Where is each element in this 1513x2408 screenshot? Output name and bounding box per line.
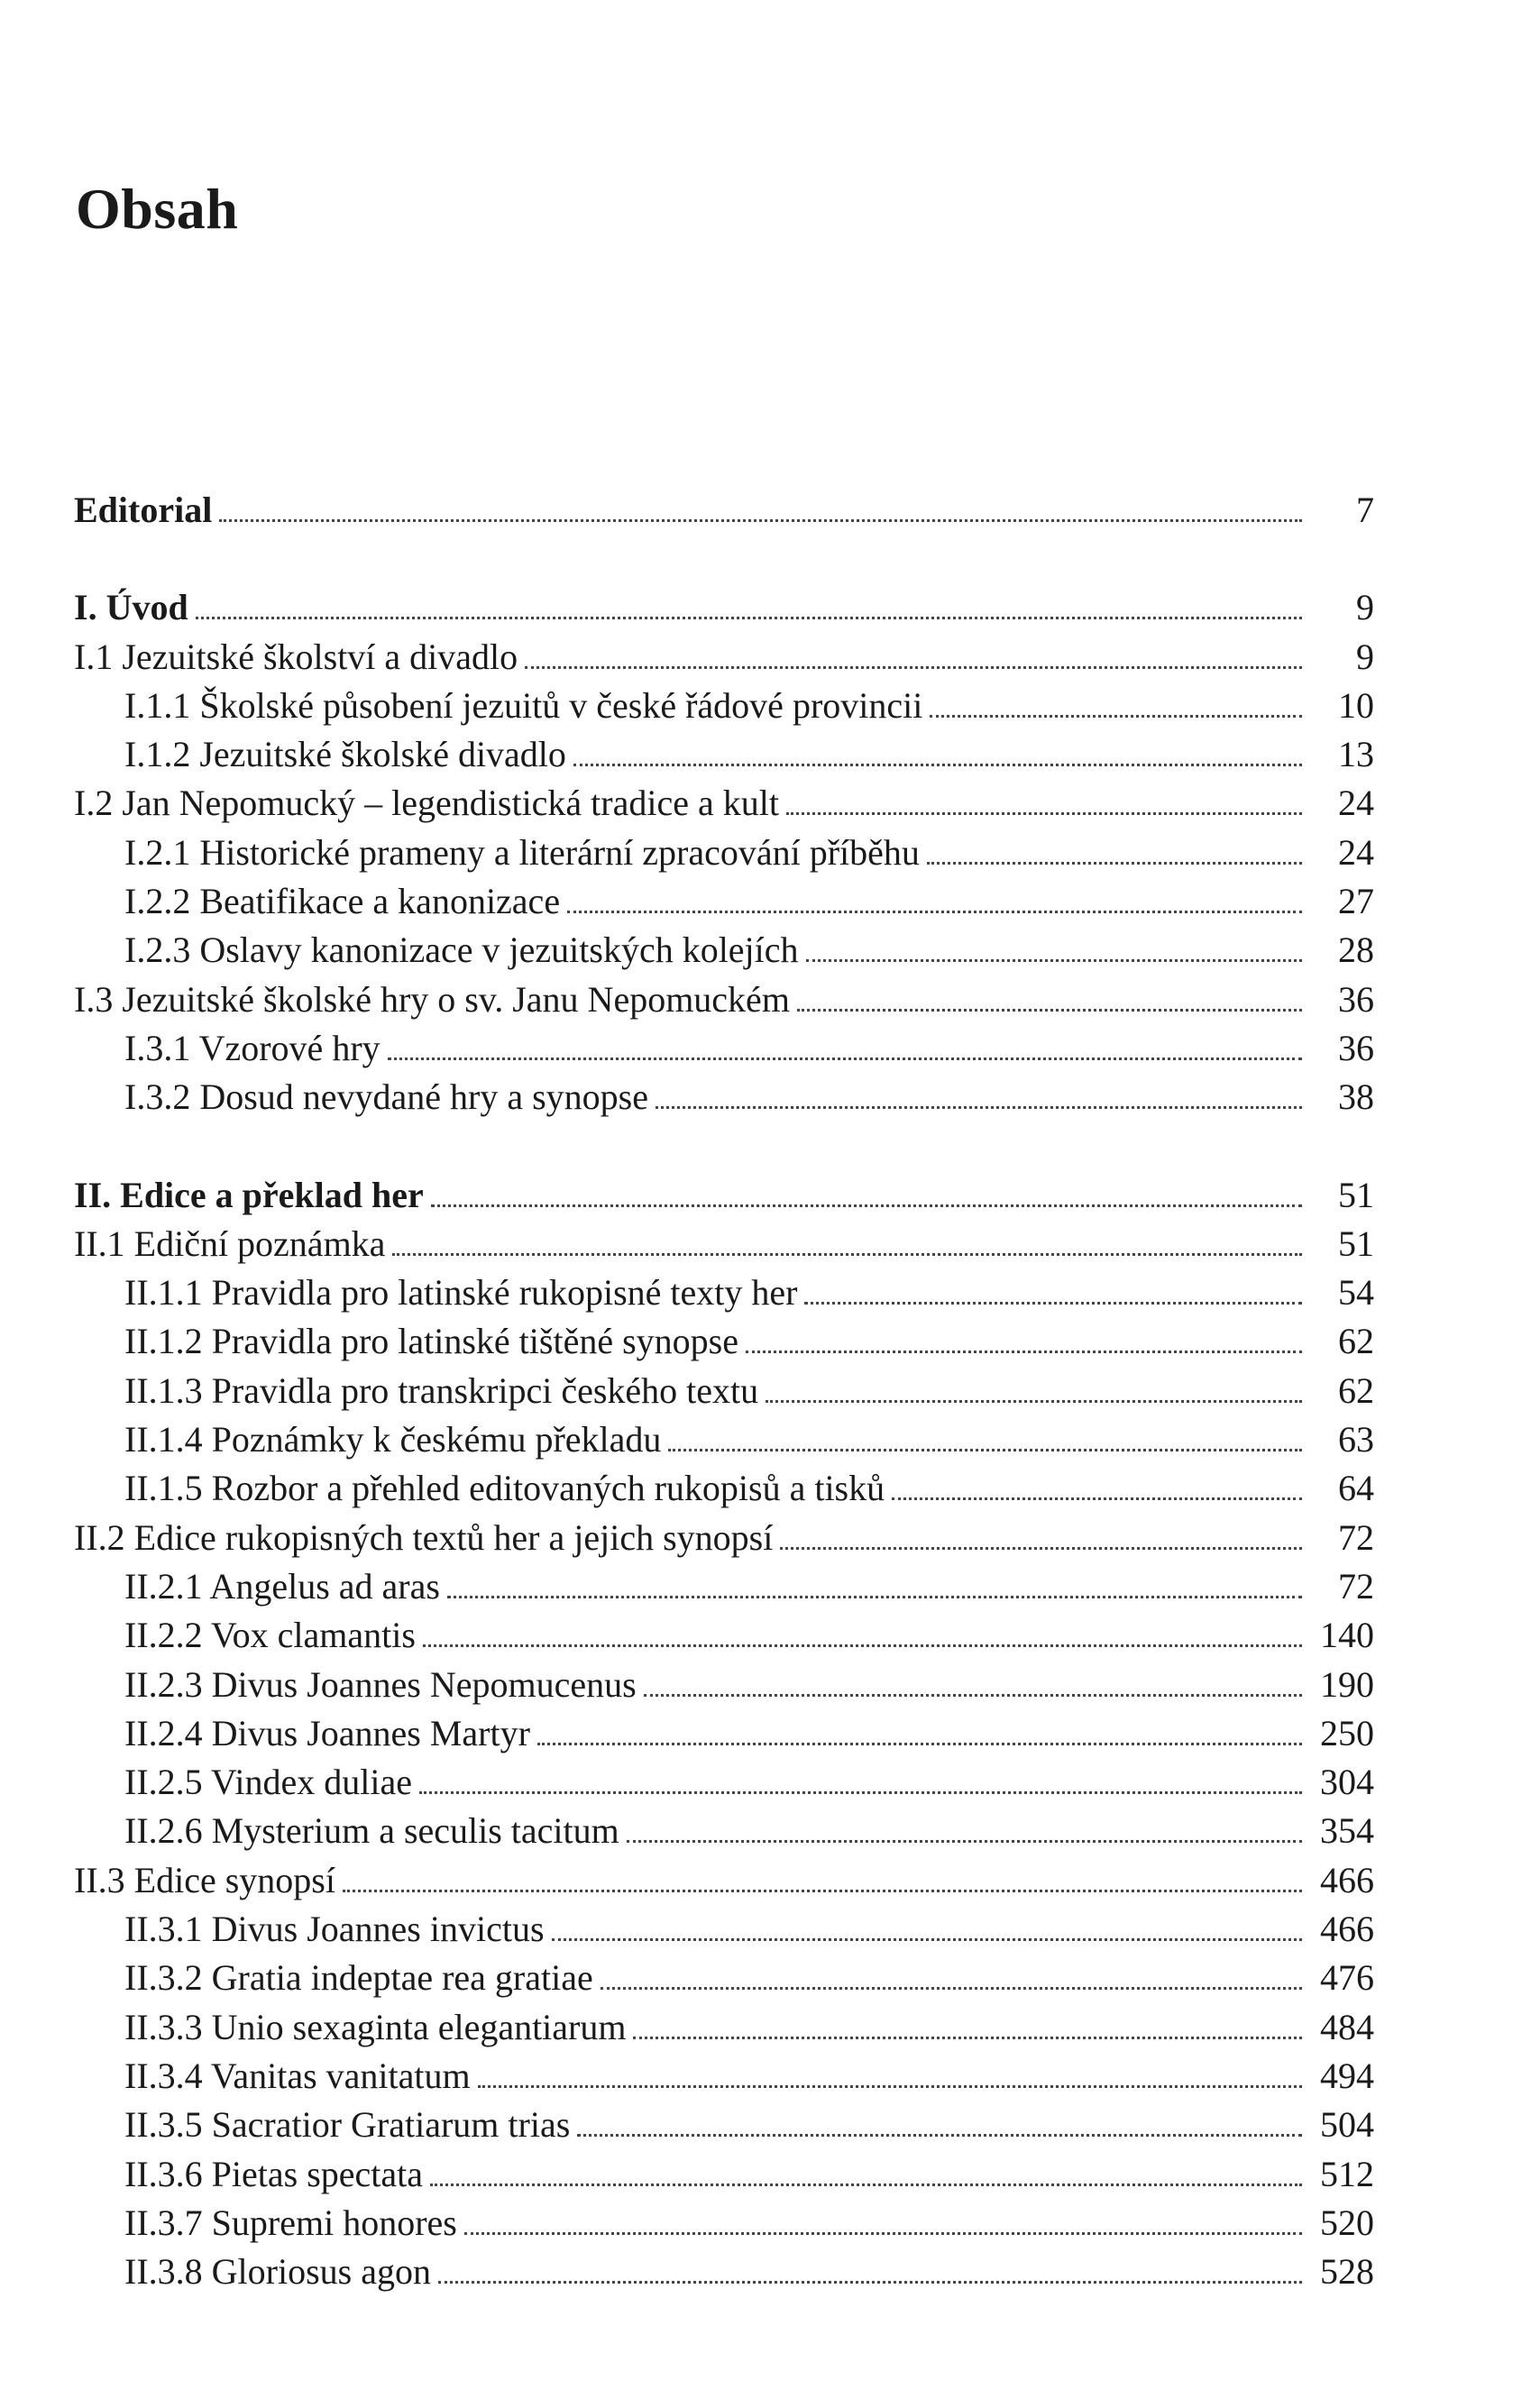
toc-page-number: 72 xyxy=(1338,1516,1374,1558)
toc-entry-I-2-2[interactable] xyxy=(74,877,1374,926)
toc-page-number: 466 xyxy=(1320,1909,1374,1950)
toc-page-number: 7 xyxy=(1356,490,1374,530)
toc-entry-II-1-2[interactable] xyxy=(74,1317,1374,1366)
toc-dot-leader xyxy=(219,519,1302,522)
toc-entry-II-1[interactable] xyxy=(74,1220,1374,1268)
toc-page-number: 466 xyxy=(1320,1859,1374,1900)
toc-dot-leader xyxy=(438,2281,1302,2284)
toc-page-number: 520 xyxy=(1320,2202,1374,2243)
section-spacer xyxy=(74,1122,1374,1171)
toc-dot-leader xyxy=(746,1350,1302,1353)
toc-dot-leader xyxy=(892,1497,1302,1500)
toc-entry-label: II.2.1 Angelus ad aras xyxy=(124,1565,440,1607)
toc-entry-II-3-6[interactable] xyxy=(74,2150,1374,2199)
toc-entry-II-1-5[interactable] xyxy=(74,1464,1374,1513)
toc-page-number: 24 xyxy=(1338,831,1374,873)
toc-dot-leader xyxy=(343,1890,1302,1892)
toc-entry-label: II.2.2 Vox clamantis xyxy=(124,1615,416,1656)
toc-page-number: 304 xyxy=(1320,1762,1374,1803)
toc-page-number: 51 xyxy=(1338,1222,1374,1264)
toc-dot-leader xyxy=(577,2134,1302,2137)
toc-page-number: 27 xyxy=(1338,881,1374,922)
toc-entry-I-3-1[interactable] xyxy=(74,1024,1374,1073)
toc-page-number: 354 xyxy=(1320,1810,1374,1852)
toc-entry-I-1[interactable] xyxy=(74,633,1374,682)
toc-entry-label: I.1.2 Jezuitské školské divadlo xyxy=(124,734,566,775)
toc-page-number: 140 xyxy=(1320,1615,1374,1656)
toc-entry-II-2-1[interactable] xyxy=(74,1562,1374,1611)
toc-dot-leader xyxy=(196,617,1302,619)
toc-entry-label: II.3.6 Pietas spectata xyxy=(124,2153,423,2194)
toc-entry-II-3-4[interactable] xyxy=(74,2052,1374,2101)
toc-entry-label: II.2.6 Mysterium a seculis tacitum xyxy=(124,1810,619,1852)
toc-page-number: 512 xyxy=(1320,2153,1374,2194)
toc-dot-leader xyxy=(766,1400,1302,1403)
toc-entry-I-2-3[interactable] xyxy=(74,926,1374,975)
toc-entry-label: II.1.2 Pravidla pro latinské tištěné synopse xyxy=(124,1321,738,1362)
toc-dot-leader xyxy=(644,1694,1302,1697)
toc-entry-I-1-1[interactable] xyxy=(74,682,1374,730)
toc-dot-leader xyxy=(392,1253,1302,1256)
toc-page-number: 51 xyxy=(1338,1174,1374,1215)
toc-entry-II-2-6[interactable] xyxy=(74,1807,1374,1855)
toc-page-number: 9 xyxy=(1356,636,1374,677)
toc-entry-label: II.1.5 Rozbor a přehled editovaných rukopisů a tisků xyxy=(124,1468,885,1509)
toc-dot-leader xyxy=(419,1791,1302,1794)
toc-entry-II-2-4[interactable] xyxy=(74,1709,1374,1758)
toc-page-number: 528 xyxy=(1320,2251,1374,2293)
toc-page-number: 62 xyxy=(1338,1321,1374,1362)
toc-entry-label: II.2.3 Divus Joannes Nepomucenus xyxy=(124,1663,637,1705)
toc-entry-label: II. Edice a překlad her xyxy=(74,1174,424,1215)
toc-dot-leader xyxy=(388,1058,1302,1060)
toc-entry-II-3-2[interactable] xyxy=(74,1954,1374,2002)
toc-page-number: 504 xyxy=(1320,2104,1374,2146)
toc-dot-leader xyxy=(423,1644,1302,1647)
toc-page-number: 63 xyxy=(1338,1419,1374,1460)
toc-entry-II-3-8[interactable] xyxy=(74,2248,1374,2296)
toc-page-number: 484 xyxy=(1320,2006,1374,2047)
toc-dot-leader xyxy=(656,1106,1302,1109)
toc-dot-leader xyxy=(804,1302,1302,1305)
toc-dot-leader xyxy=(552,1938,1302,1941)
toc-dot-leader xyxy=(431,1204,1302,1207)
toc-entry-I-3-2[interactable] xyxy=(74,1073,1374,1122)
toc-page-number: 9 xyxy=(1356,587,1374,628)
toc-entry-II-2-3[interactable] xyxy=(74,1661,1374,1709)
toc-dot-leader xyxy=(573,764,1302,766)
toc-entry-I-3[interactable] xyxy=(74,975,1374,1024)
toc-page-number: 190 xyxy=(1320,1663,1374,1705)
toc-entry-label: II.1.4 Poznámky k českému překladu xyxy=(124,1419,662,1460)
toc-entry-label: II.3.2 Gratia indeptae rea gratiae xyxy=(124,1957,593,1999)
toc-entry-II-3-1[interactable] xyxy=(74,1905,1374,1954)
toc-entry-label: I.1 Jezuitské školství a divadlo xyxy=(74,636,518,677)
toc-dot-leader xyxy=(567,911,1302,913)
toc-dot-leader xyxy=(780,1547,1302,1550)
toc-page-number: 64 xyxy=(1338,1468,1374,1509)
toc-dot-leader xyxy=(797,1009,1302,1012)
page-title: Obsah xyxy=(76,177,239,241)
toc-page-number: 36 xyxy=(1338,1027,1374,1068)
toc-page-number: 494 xyxy=(1320,2055,1374,2096)
toc-dot-leader xyxy=(537,1743,1302,1745)
toc-entry-II-2-5[interactable] xyxy=(74,1758,1374,1807)
toc-page-number: 62 xyxy=(1338,1369,1374,1411)
toc-entry-label: I.3.2 Dosud nevydané hry a synopse xyxy=(124,1076,648,1118)
toc-entry-II-2[interactable] xyxy=(74,1514,1374,1562)
toc-entry-I-1-2[interactable] xyxy=(74,730,1374,779)
toc-dot-leader xyxy=(464,2232,1302,2235)
toc-entry-label: I. Úvod xyxy=(74,587,188,628)
toc-entry-II-1-1[interactable] xyxy=(74,1268,1374,1317)
toc-entry-II-3-3[interactable] xyxy=(74,2003,1374,2052)
toc-dot-leader xyxy=(786,812,1302,815)
toc-dot-leader xyxy=(478,2085,1302,2088)
toc-dot-leader xyxy=(447,1596,1302,1598)
toc-entry-label: I.2.1 Historické prameny a literární zpracování příběhu xyxy=(124,831,920,873)
toc-dot-leader xyxy=(930,715,1302,718)
toc-entry-label: Editorial xyxy=(74,490,213,530)
toc-entry-label: I.3 Jezuitské školské hry o sv. Janu Nepomuckém xyxy=(74,978,790,1020)
toc-entry-label: II.2.4 Divus Joannes Martyr xyxy=(124,1712,530,1753)
toc-heading-part-2[interactable] xyxy=(74,1171,1374,1220)
toc-entry-label: I.2 Jan Nepomucký – legendistická tradice a kult xyxy=(74,783,779,824)
toc-dot-leader xyxy=(633,2037,1302,2039)
toc-dot-leader xyxy=(525,666,1302,669)
toc-entry-label: II.3.8 Gloriosus agon xyxy=(124,2251,431,2293)
toc-entry-label: II.3.5 Sacratior Gratiarum trias xyxy=(124,2104,571,2146)
toc-entry-label: II.1.1 Pravidla pro latinské rukopisné texty her xyxy=(124,1272,798,1314)
toc-entry-II-3-7[interactable] xyxy=(74,2199,1374,2248)
toc-entry-label: II.1.3 Pravidla pro transkripci českého textu xyxy=(124,1369,759,1411)
toc-dot-leader xyxy=(601,1987,1302,1990)
toc-entry-label: II.2.5 Vindex duliae xyxy=(124,1762,413,1803)
toc-entry-label: I.3.1 Vzorové hry xyxy=(124,1027,381,1068)
toc-entry-label: II.2 Edice rukopisných textů her a jejich synopsí xyxy=(74,1516,774,1558)
toc-dot-leader xyxy=(668,1449,1302,1451)
toc-entry-II-1-4[interactable] xyxy=(74,1415,1374,1464)
toc-entry-label: II.3.3 Unio sexaginta elegantiarum xyxy=(124,2006,627,2047)
toc-page-number: 72 xyxy=(1338,1565,1374,1607)
toc-entry-label: II.3.4 Vanitas vanitatum xyxy=(124,2055,471,2096)
toc-entry-II-2-2[interactable] xyxy=(74,1611,1374,1660)
section-spacer xyxy=(74,535,1374,583)
toc-entry-label: II.3 Edice synopsí xyxy=(74,1859,335,1900)
toc-dot-leader xyxy=(806,959,1302,962)
toc-entry-label: I.2.3 Oslavy kanonizace v jezuitských kolejích xyxy=(124,929,799,971)
toc-dot-leader xyxy=(627,1840,1302,1843)
toc-page-number: 38 xyxy=(1338,1076,1374,1118)
toc-entry-II-1-3[interactable] xyxy=(74,1367,1374,1415)
toc-entry-label: II.3.1 Divus Joannes invictus xyxy=(124,1909,545,1950)
toc-entry-II-3[interactable] xyxy=(74,1856,1374,1905)
toc-heading-part-1[interactable] xyxy=(74,583,1374,632)
toc-entry-I-2-1[interactable] xyxy=(74,829,1374,877)
toc-entry-label: I.2.2 Beatifikace a kanonizace xyxy=(124,881,561,922)
toc-entry-editorial[interactable] xyxy=(74,486,1374,535)
table-of-contents xyxy=(74,486,1374,2296)
toc-dot-leader xyxy=(430,2184,1302,2186)
toc-page-number: 54 xyxy=(1338,1272,1374,1314)
toc-dot-leader xyxy=(927,862,1302,865)
toc-entry-I-2[interactable] xyxy=(74,779,1374,828)
toc-entry-label: II.3.7 Supremi honores xyxy=(124,2202,457,2243)
toc-entry-II-3-5[interactable] xyxy=(74,2101,1374,2149)
toc-entry-label: I.1.1 Školské působení jezuitů v české řádové provincii xyxy=(124,684,923,726)
toc-page-number: 250 xyxy=(1320,1712,1374,1753)
toc-entry-label: II.1 Ediční poznámka xyxy=(74,1222,386,1264)
toc-page-number: 10 xyxy=(1338,684,1374,726)
toc-page-number: 13 xyxy=(1338,734,1374,775)
toc-page-number: 476 xyxy=(1320,1957,1374,1999)
toc-page-number: 24 xyxy=(1338,783,1374,824)
toc-page-number: 28 xyxy=(1338,929,1374,971)
toc-page-number: 36 xyxy=(1338,978,1374,1020)
